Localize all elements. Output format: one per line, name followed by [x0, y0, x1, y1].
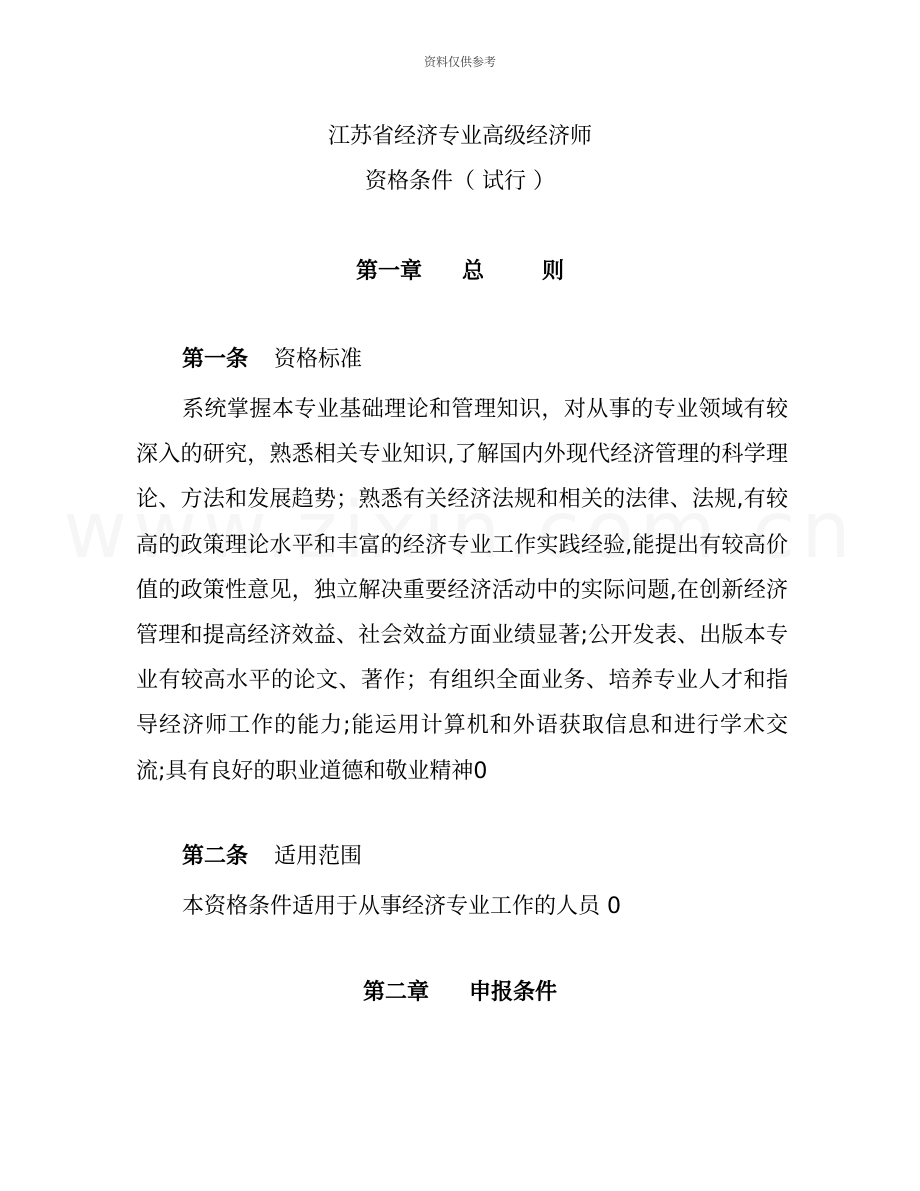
chapter-1-name-part1: 总: [461, 259, 484, 284]
article-1-body: 系统掌握本专业基础理论和管理知识，对从事的专业领域有较深入的研究，熟悉相关专业知识,了解国内外现代经济管理的科学理论、方法和发展趋势；熟悉有关经济法规和相关的法律、法规,有较高的政策理论水平和丰富的经济专业工作实践经验,能提出有较高价值的政策性意见，独立解决重要经济活动中的实际问题,在创新经济管理和提高经济效益、社会效益方面业绩显著;公开发表、出版本专业有较高水平的论文、著作；有组织全面业务、培养专业人才和指导经济师工作的能力;能运用计算机和外语获取信息和进行学术交流;具有良好的职业道德和敬业精神0: [136, 397, 788, 784]
article-1-number: 第一条: [182, 347, 249, 372]
article-2-title: 适用范围: [274, 844, 363, 869]
header-note: 资料仅供参考: [423, 55, 496, 69]
article-2-number: 第二条: [182, 844, 249, 869]
article-2-heading: [182, 842, 362, 872]
chapter-1-name-part2: 则: [542, 259, 565, 284]
document-title-line2: 资格条件（ 试行 ）: [365, 169, 555, 194]
article-1-heading: [182, 345, 362, 375]
article-2-body: 本资格条件适用于从事经济专业工作的人员 0: [182, 894, 621, 919]
chapter-2-number: 第二章: [362, 980, 429, 1005]
chapter-2-name: 申报条件: [469, 980, 558, 1005]
chapter-1-number: 第一章: [355, 259, 422, 284]
document-title-line1: 江苏省经济专业高级经济师: [327, 124, 592, 149]
chapter-2-heading: [0, 978, 920, 1008]
article-1-title: 资格标准: [274, 347, 363, 372]
chapter-1-heading: [0, 257, 920, 287]
